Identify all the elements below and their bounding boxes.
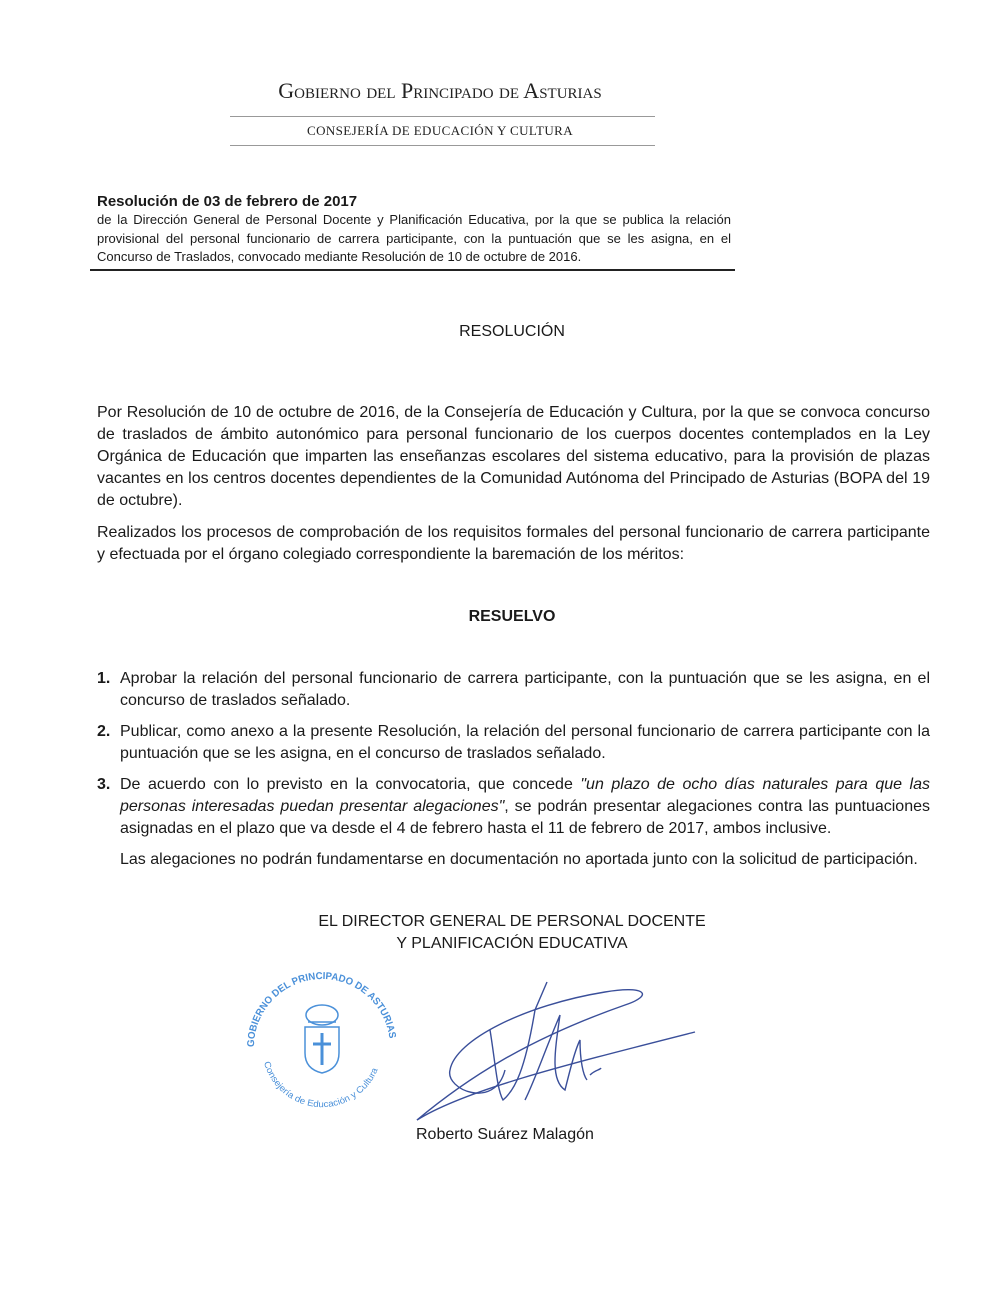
item-quote: "un plazo de ocho días naturales para que las personas interesadas puedan presentar alegaciones" xyxy=(120,775,931,815)
section-title: RESOLUCIÓN xyxy=(459,322,565,340)
resolution-title: Resolución de 03 de febrero de 2017 xyxy=(97,193,358,210)
resolution-item xyxy=(97,774,930,840)
closing-paragraph: Las alegaciones no podrán fundamentarse en documentación no aportada junto con la solicitud de participación. xyxy=(120,850,918,868)
paragraph-verification: Realizados los procesos de comprobación de los requisitos formales del personal funcionario de carrera participante y efectuada por el órgano colegiado correspondiente la baremación de los méritos: xyxy=(97,523,930,563)
seal-inner-text: Consejería de Educación y Cultura xyxy=(261,1059,380,1109)
item-text-before: De acuerdo con lo previsto en la convocatoria, que concede xyxy=(120,775,581,793)
resolution-item xyxy=(97,668,930,712)
item-number: 2. xyxy=(97,722,111,740)
handwritten-signature xyxy=(405,970,705,1130)
item-text: Aprobar la relación del personal funcionario de carrera participante, con la puntuación que se les asigna, en el concurso de traslados señalado. xyxy=(120,669,930,709)
resolve-title: RESUELVO xyxy=(468,607,556,625)
official-seal xyxy=(242,967,402,1127)
signatory-name: Roberto Suárez Malagón xyxy=(416,1125,594,1143)
department-heading: CONSEJERÍA DE EDUCACIÓN Y CULTURA xyxy=(307,123,573,138)
item-number: 1. xyxy=(97,669,111,687)
signatory-title-line2: Y PLANIFICACIÓN EDUCATIVA xyxy=(396,934,628,952)
resolution-item xyxy=(97,721,930,765)
item-text-after: , se podrán presentar alegaciones contra las puntuaciones asignadas en el plazo que va desde el 4 de febrero hasta el 11 de febrero de 2017, ambos inclusive. xyxy=(120,797,930,837)
resolution-underline xyxy=(90,269,735,271)
seal-outer-text: GOBIERNO DEL PRINCIPADO DE ASTURIAS xyxy=(245,970,398,1047)
signature-block xyxy=(0,965,1000,1180)
item-text xyxy=(120,774,930,840)
item-number: 3. xyxy=(97,775,111,793)
coat-of-arms-icon xyxy=(305,1005,339,1073)
paragraph-preamble: Por Resolución de 10 de octubre de 2016, de la Consejería de Educación y Cultura, por la que se convoca concurso de traslados de ámbito autonómico para personal funcionario de los cuerpos docentes contemplados en la Ley Orgánica de Educación que imparten las enseñanzas escolares del sistema educativo, para la provisión de plazas vacantes en los centros docentes dependientes de la Comunidad Autónoma del Principado de Asturias (BOPA del 19 de octubre). xyxy=(97,403,930,509)
item-text: Publicar, como anexo a la presente Resolución, la relación del personal funcionario de carrera participante con la puntuación que se les asigna, en el concurso de traslados señalado. xyxy=(120,722,930,762)
signatory-title-line1: EL DIRECTOR GENERAL DE PERSONAL DOCENTE xyxy=(318,912,706,930)
resolution-subtitle: de la Dirección General de Personal Docente y Planificación Educativa, por la que se publica la relación provisional del personal funcionario de carrera participante, con la puntuación que se les asigna, en el Concurso de Traslados, convocado mediante Resolución de 10 de octubre de 2016. xyxy=(97,212,731,264)
header-divider-bottom xyxy=(230,145,655,146)
header-divider-top xyxy=(230,116,655,117)
government-heading: Gobierno del Principado de Asturias xyxy=(278,78,602,103)
